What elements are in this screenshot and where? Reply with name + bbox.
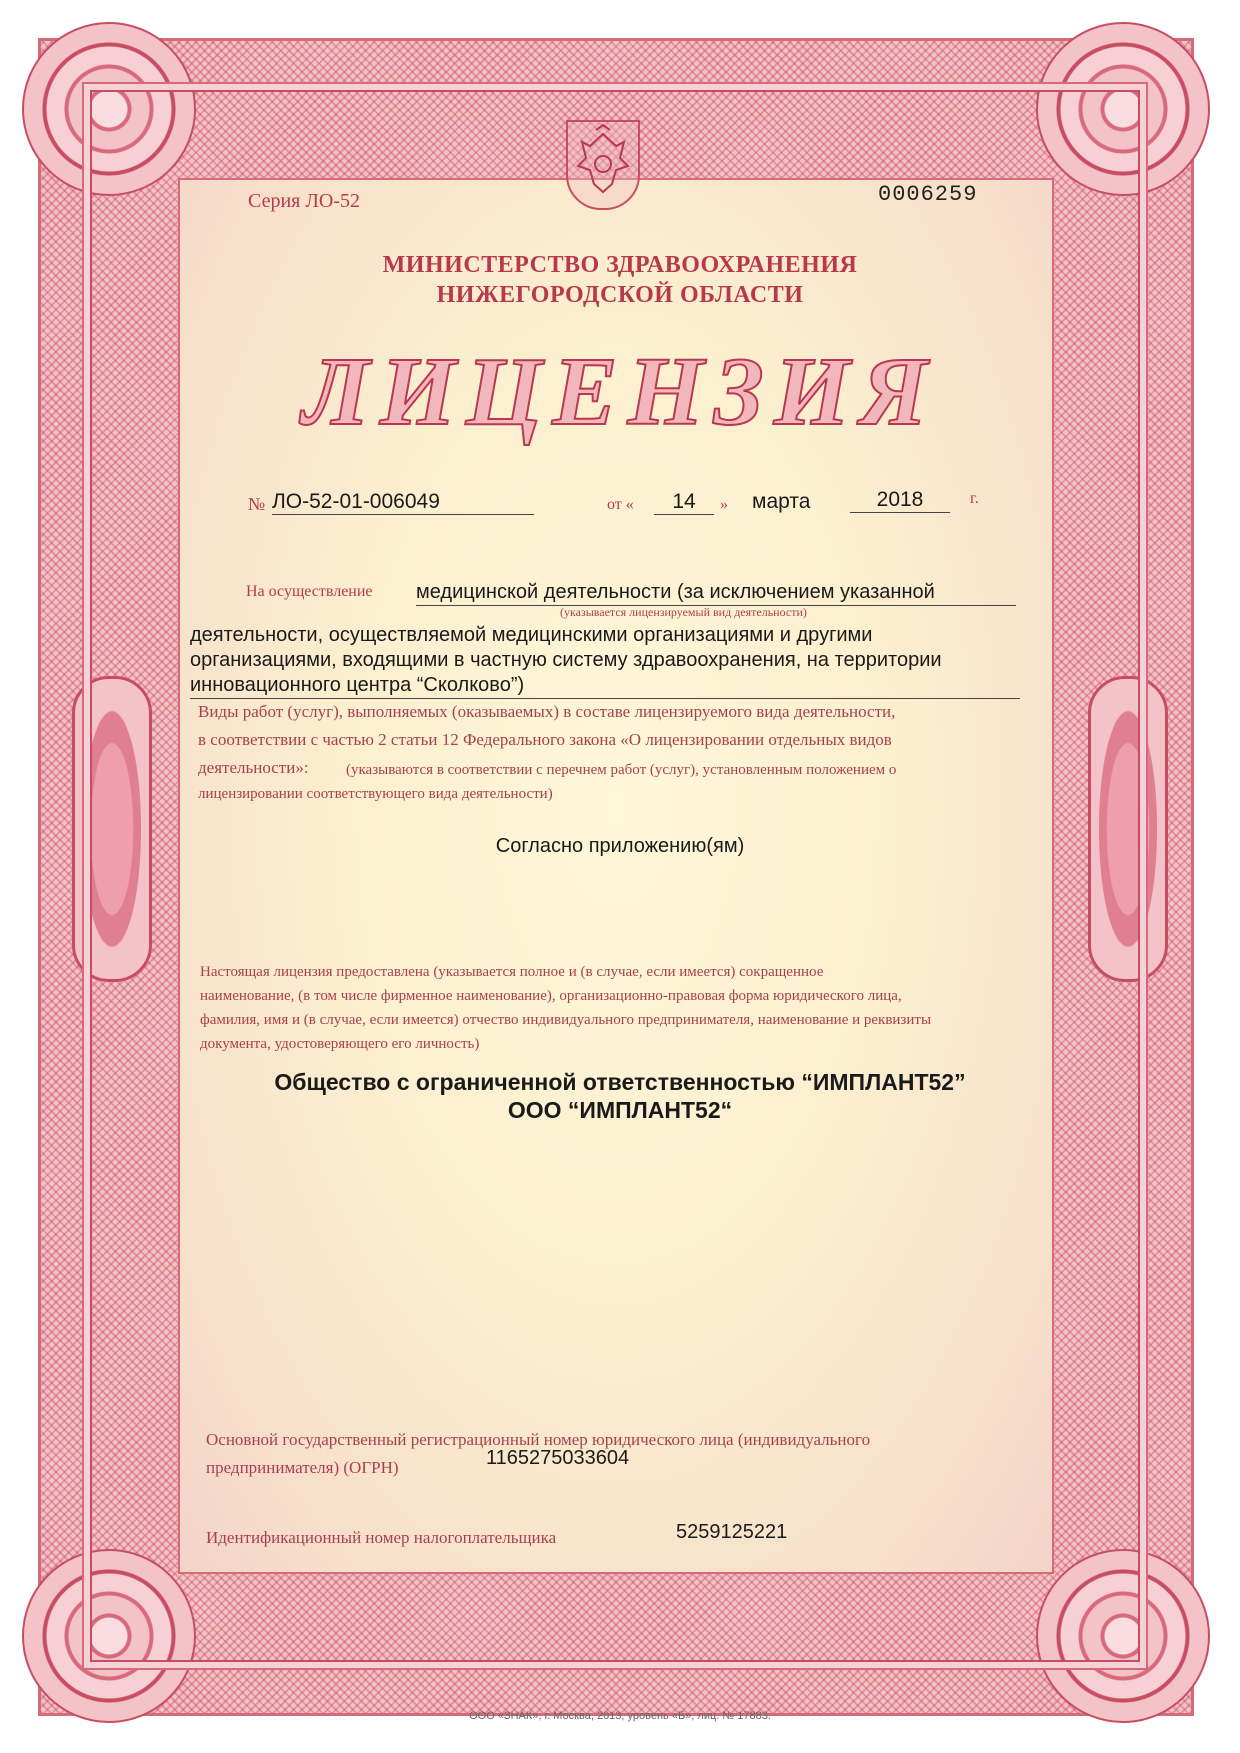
inn-label: Идентификационный номер налогоплательщика — [206, 1528, 557, 1547]
serial-number: 0006259 — [878, 182, 978, 207]
activity-hint: (указывается лицензируемый вид деятельности) — [560, 605, 807, 619]
year-suffix: г. — [970, 490, 979, 507]
activity-line2: деятельности, осуществляемой медицинскими организациями и другими — [190, 624, 873, 646]
works-value: Согласно приложению(ям) — [495, 835, 745, 857]
activity-line4: инновационного центра “Сколково”) — [190, 673, 1020, 699]
ministry-name-line2: НИЖЕГОРОДСКОЙ ОБЛАСТИ — [436, 282, 804, 308]
ogrn-value: 1165275033604 — [486, 1447, 630, 1469]
activity-label: На осуществление — [246, 583, 373, 600]
date-quote-close: » — [720, 496, 728, 513]
license-month: марта — [752, 490, 811, 513]
coat-of-arms-icon — [566, 120, 640, 210]
holder-line4: документа, удостоверяющего его личность) — [200, 1036, 480, 1052]
holder-line1: Настоящая лицензия предоставлена (указывается полное и (в случае, если имеется) сокращенное — [200, 964, 824, 980]
works-line4-hint: лицензировании соответствующего вида деятельности) — [198, 786, 553, 802]
ogrn-label-line2: предпринимателя) (ОГРН) — [206, 1458, 399, 1477]
works-line3-hint: (указываются в соответствии с перечнем работ (услуг), установленным положением о — [346, 762, 897, 778]
holder-line2: наименование, (в том числе фирменное наименование), организационно-правовая форма юридического лица, — [200, 988, 902, 1004]
activity-line3: организациями, входящими в частную систему здравоохранения, на территории — [190, 649, 942, 671]
document-title: ЛИЦЕНЗИЯ — [302, 338, 938, 446]
works-line3-label: деятельности»: — [198, 758, 309, 777]
holder-line3: фамилия, имя и (в случае, если имеется) отчество индивидуального предпринимателя, наименование и реквизиты — [200, 1012, 932, 1028]
date-prefix: от « — [607, 496, 634, 513]
works-line2: в соответствии с частью 2 статьи 12 Федерального закона «О лицензировании отдельных видов — [198, 730, 892, 749]
license-year: 2018 — [850, 488, 950, 513]
ministry-name-line1: МИНИСТЕРСТВО ЗДРАВООХРАНЕНИЯ — [382, 252, 858, 278]
license-day: 14 — [654, 490, 714, 515]
series-label: Серия ЛО-52 — [248, 190, 361, 212]
inn-value: 5259125221 — [676, 1521, 788, 1543]
activity-line1: медицинской деятельности (за исключением указанной — [416, 580, 1016, 606]
holder-short-name: ООО “ИМПЛАНТ52“ — [507, 1097, 733, 1123]
works-line1: Виды работ (услуг), выполняемых (оказываемых) в составе лицензируемого вида деятельности, — [198, 702, 896, 721]
printer-imprint: ООО «ЗНАК», г. Москва, 2013, уровень «Б», лиц. № 17883. — [469, 1710, 771, 1722]
number-prefix: № — [248, 494, 266, 514]
holder-full-name: Общество с ограниченной ответственностью “ИМПЛАНТ52” — [274, 1069, 966, 1095]
license-number: ЛО-52-01-006049 — [272, 490, 534, 515]
ogrn-label-line1: Основной государственный регистрационный номер юридического лица (индивидуального — [206, 1430, 871, 1449]
